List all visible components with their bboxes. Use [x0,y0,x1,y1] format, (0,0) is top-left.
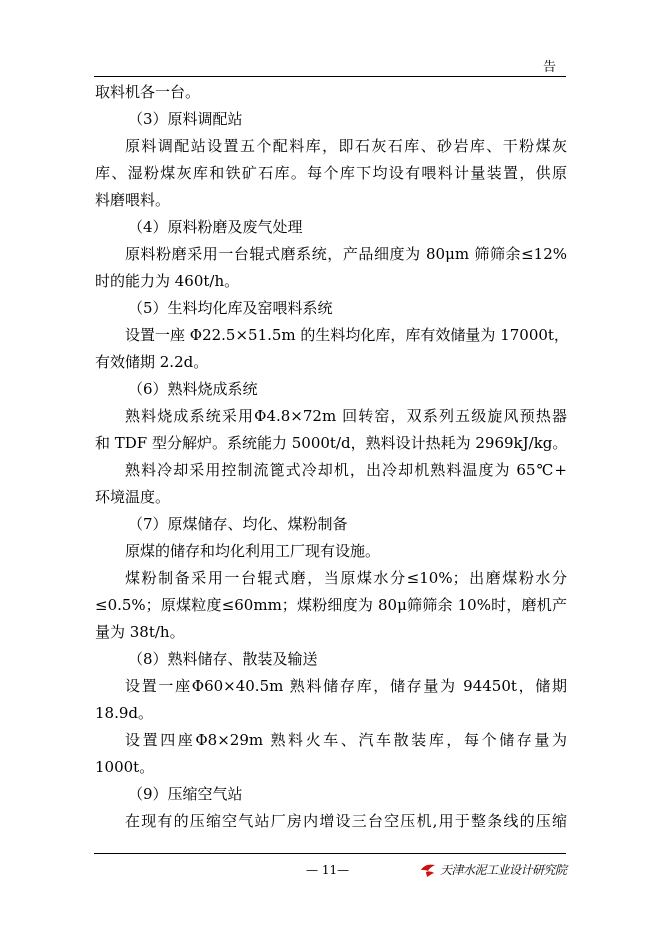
body-line: 熟料冷却采用控制流篦式冷却机，出冷却机熟料温度为 65℃+ [125,461,567,479]
body-line: 原煤的储存和均化利用工厂现有设施。 [125,542,381,560]
section-heading: （4）原料粉磨及废气处理 [128,218,303,236]
organization-name: 天津水泥工业设计研究院 [440,863,567,877]
header-text: 告 [542,60,556,75]
body-line: 库、湿粉煤灰库和铁矿石库。每个库下均设有喂料计量装置，供原 [95,164,567,182]
body-line: 有效储期 2.2d。 [95,353,209,371]
body-line: ≤0.5%；原煤粒度≤60mm；煤粉细度为 80μ筛筛余 10%时，磨机产 [95,596,567,614]
body-line: 在现有的压缩空气站厂房内增设三台空压机,用于整条线的压缩 [125,812,567,830]
body-line: 量为 38t/h。 [95,623,185,641]
section-heading: （6）熟料烧成系统 [128,380,258,398]
section-heading: （8）熟料储存、散装及输送 [128,650,318,668]
section-heading: （7）原煤储存、均化、煤粉制备 [128,515,348,533]
body-line: 原料调配站设置五个配料库，即石灰石库、砂岩库、干粉煤灰 [125,137,567,155]
body-line: 时的能力为 460t/h。 [95,272,240,290]
organization-mark [420,861,567,878]
body-line: 18.9d。 [95,704,154,722]
body-line: 取料机各一台。 [95,83,201,101]
section-heading: （3）原料调配站 [128,110,243,128]
header-divider [94,76,566,77]
body-line: 设置一座Φ60×40.5m 熟料储存库，储存量为 94450t，储期 [125,677,567,695]
body-line: 料磨喂料。 [95,191,171,209]
body-line: 煤粉制备采用一台辊式磨，当原煤水分≤10%；出磨煤粉水分 [125,569,567,587]
page-number: — 11— [306,863,350,877]
body-line: 和 TDF 型分解炉。系统能力 5000t/d，熟料设计热耗为 2969kJ/kg。 [95,434,568,452]
body-line: 环境温度。 [95,488,171,506]
section-heading: （5）生料均化库及窑喂料系统 [128,299,333,317]
red-bird-logo-icon [420,862,436,878]
section-heading: （9）压缩空气站 [128,785,243,803]
footer-divider [94,853,566,854]
body-line: 原料粉磨采用一台辊式磨系统，产品细度为 80μm 筛筛余≤12% [125,245,567,263]
body-line: 设置一座 Φ22.5×51.5m 的生料均化库，库有效储量为 17000t， [125,326,569,344]
body-line: 熟料烧成系统采用Φ4.8×72m 回转窑，双系列五级旋风预热器 [125,407,567,425]
body-line: 设置四座Φ8×29m 熟料火车、汽车散装库，每个储存量为 [125,731,567,749]
body-line: 1000t。 [95,758,155,776]
